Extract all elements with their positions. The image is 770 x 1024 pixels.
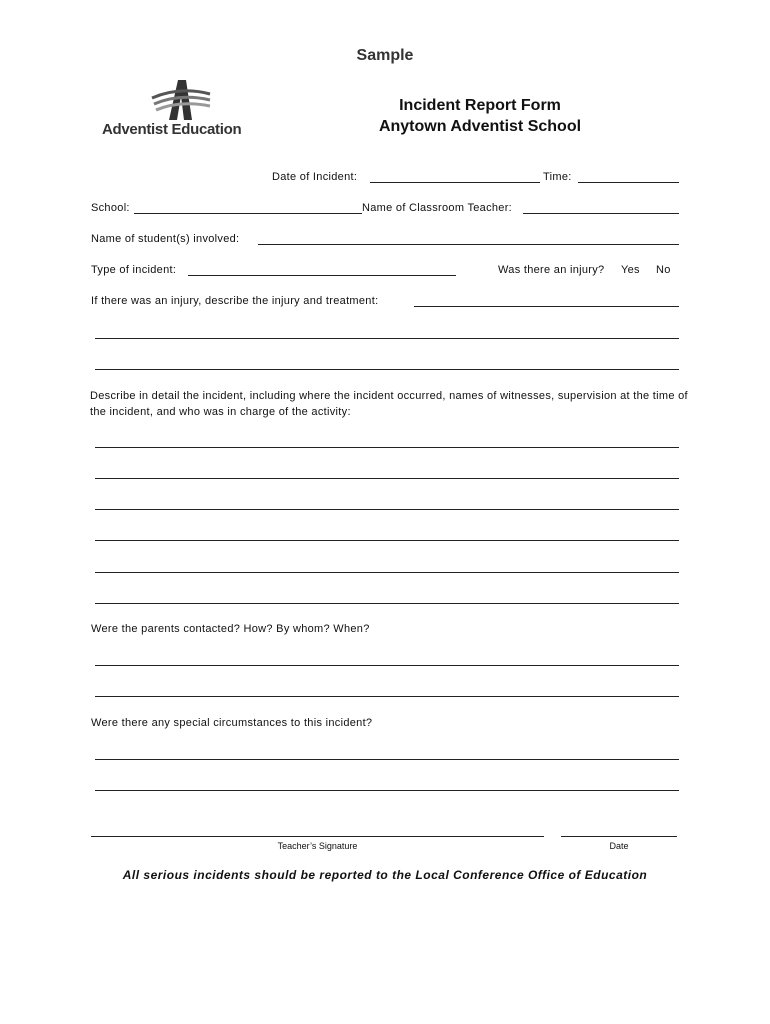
special-line[interactable] xyxy=(95,790,679,791)
date-caption: Date xyxy=(609,841,629,851)
date-label: Date of Incident: xyxy=(272,171,358,183)
detail-label: Describe in detail the incident, including where the incident occurred, names of witnesses, supervision at the time of the incident, and who was in charge of the activity: xyxy=(90,390,688,418)
type-label: Type of incident: xyxy=(91,264,177,276)
signature-field[interactable] xyxy=(91,836,544,837)
detail-line[interactable] xyxy=(95,572,679,573)
title-line-2: Anytown Adventist School xyxy=(378,118,582,135)
injury-describe-field[interactable] xyxy=(414,306,679,307)
detail-line[interactable] xyxy=(95,447,679,448)
students-field[interactable] xyxy=(258,244,679,245)
teacher-field[interactable] xyxy=(523,213,679,214)
signature-date-field[interactable] xyxy=(561,836,677,837)
logo-text: Adventist Education xyxy=(102,121,242,138)
school-field[interactable] xyxy=(134,213,362,214)
detail-line[interactable] xyxy=(95,478,679,479)
injury-question: Was there an injury? xyxy=(498,264,605,276)
footer-note: All serious incidents should be reported to the Local Conference Office of Education xyxy=(122,868,648,882)
special-label: Were there any special circumstances to this incident? xyxy=(91,717,373,729)
injury-line[interactable] xyxy=(95,338,679,339)
students-label: Name of student(s) involved: xyxy=(91,233,240,245)
detail-line[interactable] xyxy=(95,540,679,541)
teacher-label: Name of Classroom Teacher: xyxy=(362,202,513,214)
adventist-a-logo-icon xyxy=(150,78,212,122)
injury-describe-label: If there was an injury, describe the injury and treatment: xyxy=(91,295,379,307)
sample-watermark: Sample xyxy=(356,47,414,64)
time-label: Time: xyxy=(543,171,572,183)
signature-caption: Teacher’s Signature xyxy=(277,841,358,851)
time-field[interactable] xyxy=(578,182,679,183)
parents-label: Were the parents contacted? How? By whom? When? xyxy=(91,623,370,635)
special-line[interactable] xyxy=(95,759,679,760)
injury-no-option[interactable]: No xyxy=(656,264,671,276)
date-field[interactable] xyxy=(370,182,540,183)
injury-yes-option[interactable]: Yes xyxy=(621,264,640,276)
parents-line[interactable] xyxy=(95,696,679,697)
title-line-1: Incident Report Form xyxy=(399,97,561,114)
type-field[interactable] xyxy=(188,275,456,276)
page-title xyxy=(300,95,660,137)
detail-line[interactable] xyxy=(95,603,679,604)
detail-line[interactable] xyxy=(95,509,679,510)
school-label: School: xyxy=(91,202,130,214)
parents-line[interactable] xyxy=(95,665,679,666)
injury-line[interactable] xyxy=(95,369,679,370)
